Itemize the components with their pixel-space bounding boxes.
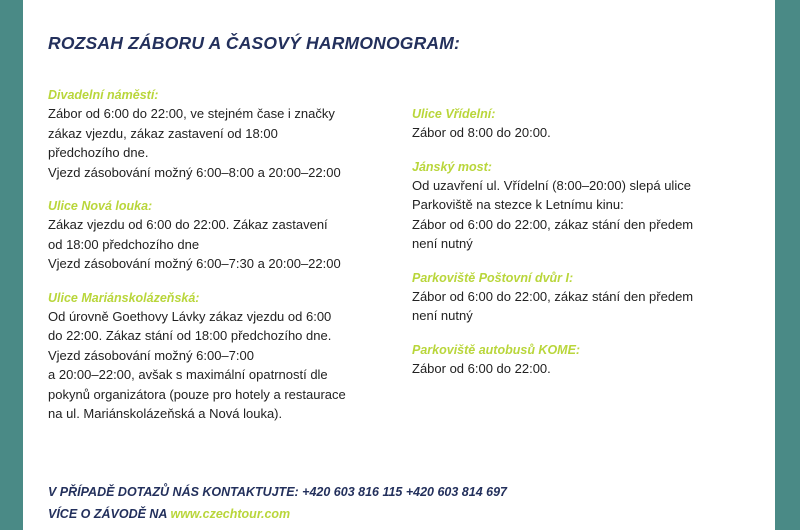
section-text-line: pokynů organizátora (pouze pro hotely a restaurace	[48, 386, 346, 402]
section-text-line: Zábor od 6:00 do 22:00.	[412, 360, 551, 376]
schedule-section	[48, 197, 388, 274]
section-title: Ulice Mariánskolázeňská:	[48, 290, 200, 305]
contact-phones: V PŘÍPADĚ DOTAZŮ NÁS KONTAKTUJTE: +420 603 816 115 +420 603 814 697	[48, 485, 507, 499]
section-text-line: Vjezd zásobování možný 6:00–7:00	[48, 347, 254, 363]
website-prefix: VÍCE O ZÁVODĚ NA	[48, 507, 171, 521]
website-line	[48, 503, 507, 525]
section-text-line: Zábor od 8:00 do 20:00.	[412, 125, 551, 140]
section-title: Divadelní náměstí:	[48, 88, 159, 102]
section-text-line: není nutný	[412, 308, 473, 323]
right-column	[412, 105, 752, 393]
website-link[interactable]: www.czechtour.com	[170, 507, 291, 521]
section-text-line: Vjezd zásobování možný 6:00–7:30 a 20:00–22:00	[48, 256, 341, 271]
section-text-line: Zákaz vjezdu od 6:00 do 22:00. Zákaz zastavení	[48, 217, 328, 232]
section-text-line: na ul. Mariánskolázeňská a Nová louka).	[48, 406, 283, 421]
schedule-section	[48, 86, 388, 182]
section-text-line: Zábor od 6:00 do 22:00, zákaz stání den předem	[412, 288, 694, 304]
contact-block	[48, 481, 507, 525]
section-text-line: a 20:00–22:00, avšak s maximální opatrností dle	[48, 367, 328, 382]
section-title: Jánský most:	[412, 159, 492, 174]
schedule-section	[412, 105, 752, 143]
section-text-line: Od úrovně Goethovy Lávky zákaz vjezdu od 6:00	[48, 308, 332, 324]
section-text-line: do 22:00. Zákaz stání od 18:00 předchozího dne.	[48, 328, 332, 343]
left-column	[48, 86, 388, 439]
section-title: Ulice Nová louka:	[48, 199, 153, 213]
schedule-section	[412, 269, 752, 326]
section-title: Parkoviště autobusů KOME:	[412, 342, 581, 357]
section-text-line: Parkoviště na stezce k Letnímu kinu:	[412, 197, 624, 212]
schedule-section	[412, 341, 752, 379]
schedule-section	[412, 158, 752, 254]
section-text-line: od 18:00 předchozího dne	[48, 236, 200, 252]
document-page	[23, 0, 775, 530]
section-text-line: předchozího dne.	[48, 145, 149, 160]
section-text-line: Vjezd zásobování možný 6:00–8:00 a 20:00–22:00	[48, 164, 341, 180]
section-text-line: Od uzavření ul. Vřídelní (8:00–20:00) slepá ulice	[412, 177, 691, 193]
section-title: Ulice Vřídelní:	[412, 107, 496, 121]
section-title: Parkoviště Poštovní dvůr I:	[412, 270, 574, 285]
section-text-line: zákaz vjezdu, zákaz zastavení od 18:00	[48, 125, 278, 141]
section-text-line: Zábor od 6:00 do 22:00, ve stejném čase i značky	[48, 106, 335, 121]
section-text-line: Zábor od 6:00 do 22:00, zákaz stání den předem	[412, 216, 694, 232]
schedule-section	[48, 289, 388, 424]
section-text-line: není nutný	[412, 236, 473, 251]
page-title: ROZSAH ZÁBORU A ČASOVÝ HARMONOGRAM:	[48, 33, 461, 53]
